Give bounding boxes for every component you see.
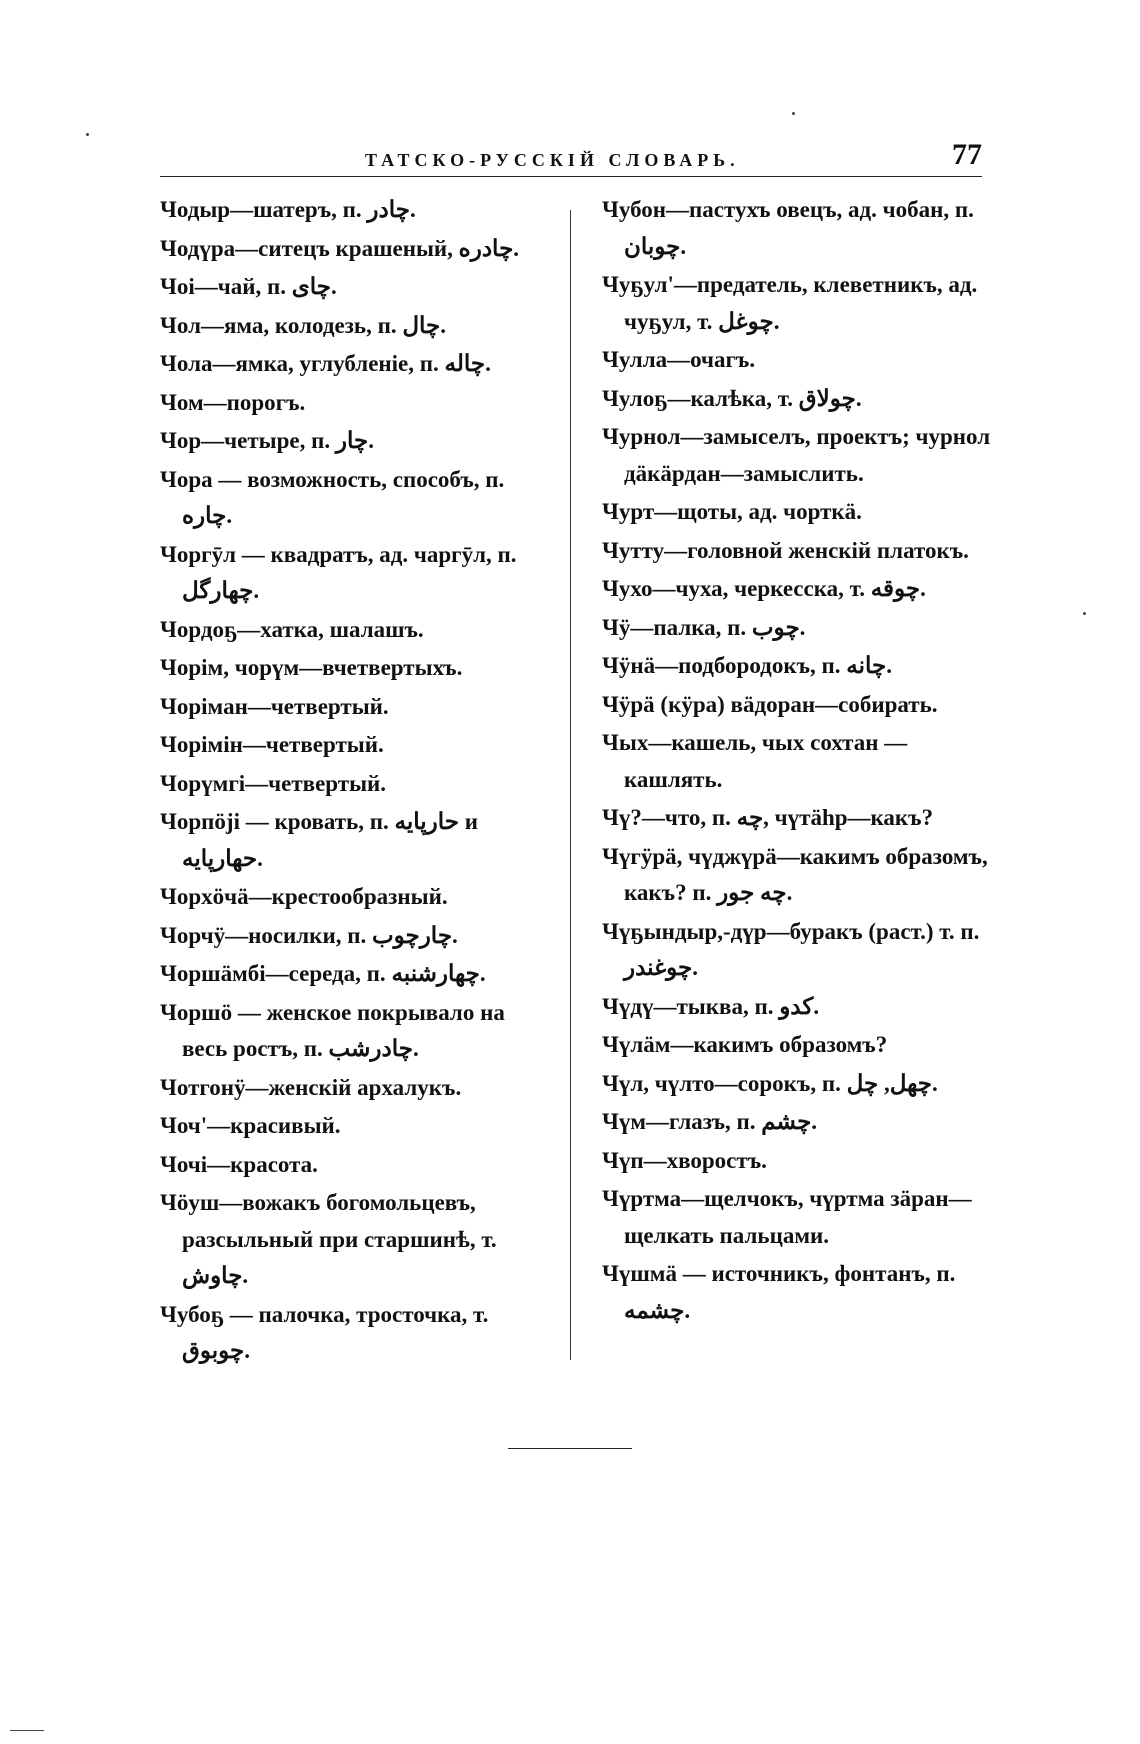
dictionary-entry: Чола—ямка, углубленіе, п. چاله.: [160, 351, 491, 376]
dictionary-entry: Чорім, чорүм—вчетвертыхъ.: [160, 655, 463, 680]
dictionary-entry: Чорчӱ—носилки, п. چارچوب.: [160, 922, 458, 948]
dictionary-entry: Чүгӱрä, чүджүрä—какимъ образомъ, какъ? п. چه جور.: [602, 843, 988, 905]
dictionary-entry: Чочі—красота.: [160, 1151, 318, 1177]
dictionary-entry: Чом—порогъ.: [160, 389, 306, 415]
dictionary-entry: Чордоҕ—хатка, шалашъ.: [160, 616, 424, 642]
dictionary-entry: Чӱнä—подбородокъ, п. چانه.: [602, 653, 892, 678]
dictionary-entry: Чүшмä — источникъ, фонтанъ, п. چشمه.: [602, 1261, 956, 1323]
column-divider: [570, 210, 571, 1360]
scan-corner-mark: [10, 1730, 44, 1731]
dictionary-entry: Чубоҕ — палочка, тросточка, т. چوبوق.: [160, 1301, 489, 1363]
dictionary-entry: Чоріман—четвертый.: [160, 693, 389, 719]
dictionary-entry: Чутту—головной женскій платокъ.: [602, 537, 969, 563]
dictionary-entry: Чорпӧjі — кровать, п. حارپایه и حهارپایه.: [160, 809, 478, 871]
dictionary-entry: Чулла—очагъ.: [602, 347, 756, 372]
end-rule: [508, 1448, 632, 1449]
dictionary-entry: Чоршäмбі—середа, п. چهارشنبه.: [160, 961, 486, 986]
running-head: [160, 138, 982, 178]
dictionary-entry: Чӧуш—вожакъ богомольцевъ, разсыльный при старшинѣ, т. چاوش.: [160, 1190, 497, 1288]
dictionary-entry: Чорүмгі—четвертый.: [160, 770, 387, 796]
dictionary-entry: Чүртма—щелчокъ, чүртма зäран—щелкать пальцами.: [602, 1186, 972, 1248]
dictionary-entry: Чӱ—палка, п. چوب.: [602, 614, 806, 640]
dictionary-entry: Чоргӯл — квадратъ, ад. чаргӯл, п. چهارگل.: [160, 541, 517, 603]
dictionary-entry: Чүм—глазъ, п. چشم.: [602, 1109, 818, 1134]
running-title: ТАТСКО-РУССКІЙ СЛОВАРЬ.: [365, 150, 740, 170]
dictionary-entry: Чүҕындыр,-дүр—буракъ (раст.) т. п. چوغندر.: [602, 918, 980, 980]
dictionary-entry: Чорімін—четвертый.: [160, 732, 384, 757]
dictionary-entry: Чүдү—тыква, п. کدو.: [602, 993, 820, 1019]
dictionary-entry: Чых—кашель, чых сохтан — кашлять.: [602, 730, 908, 792]
dictionary-entry: Чүп—хворостъ.: [602, 1147, 767, 1173]
dictionary-entry: Чӱрä (кӱра) вäдоран—собирать.: [602, 691, 938, 717]
dictionary-entry: Чү?—что, п. چه, чүтähр—какъ?: [602, 805, 934, 830]
dictionary-entry: Чорхӧчä—крестообразный.: [160, 884, 448, 909]
dictionary-entry: Чуҕул'—предатель, клеветникъ, ад. чуҕул, т. چوغل.: [602, 272, 978, 334]
dictionary-entry: Чоі—чай, п. چای.: [160, 274, 337, 299]
dictionary-entry: Чурт—щоты, ад. чорткä.: [602, 499, 862, 524]
dictionary-entry: Чотгонӱ—женскій архалукъ.: [160, 1074, 462, 1100]
header-rule: [160, 176, 982, 177]
dictionary-entry: Чоршӧ — женское покрывало на весь ростъ, п. چادرشب.: [160, 999, 505, 1061]
dictionary-entry: Чодыр—шатеръ, п. چادر.: [160, 197, 416, 222]
right-column: [602, 192, 992, 1331]
dictionary-entry: Чухо—чуха, черкесска, т. چوقه.: [602, 576, 926, 601]
dictionary-entry: Чүл, чүлто—сорокъ, п. چهل, چل.: [602, 1070, 938, 1096]
left-column: [160, 192, 550, 1372]
dictionary-entry: Чора — возможность, способъ, п. چاره.: [160, 466, 505, 528]
dictionary-entry: Чулоҕ—калѣка, т. چولاق.: [602, 385, 862, 411]
print-speck: [86, 133, 89, 136]
dictionary-entry: Чоч'—красивый.: [160, 1113, 341, 1138]
print-speck: [1083, 612, 1086, 615]
dictionary-entry: Чор—четыре, п. چار.: [160, 428, 374, 453]
dictionary-entry: Чодүра—ситецъ крашеный, چادره.: [160, 235, 520, 261]
page-number: 77: [952, 138, 982, 171]
dictionary-entry: Чол—яма, колодезь, п. چال.: [160, 312, 447, 338]
dictionary-entry: Чүлäм—какимъ образомъ?: [602, 1032, 888, 1057]
dictionary-entry: Чубон—пастухъ овецъ, ад. чобан, п. چوبان.: [602, 197, 974, 259]
print-speck: [792, 112, 795, 115]
dictionary-entry: Чурнол—замыселъ, проектъ; чурнол дäкäрдан—замыслить.: [602, 424, 991, 486]
